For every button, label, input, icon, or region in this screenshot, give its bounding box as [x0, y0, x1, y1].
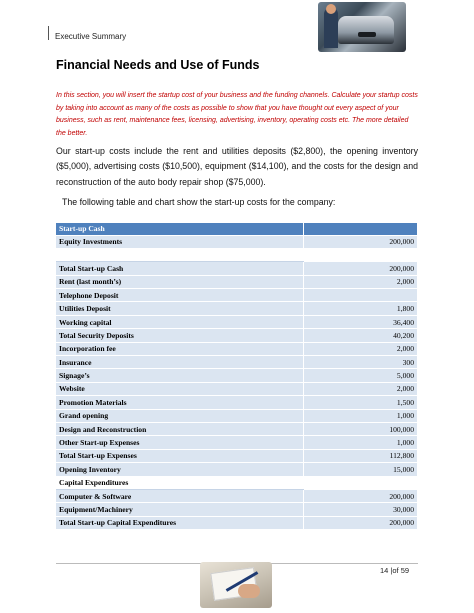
row-value	[304, 248, 418, 261]
table-row	[56, 289, 418, 302]
row-label: Equity Investments	[56, 235, 304, 248]
table-row	[56, 356, 418, 369]
table-intro: The following table and chart show the start-up costs for the company:	[62, 197, 336, 207]
row-value: 30,000	[304, 503, 418, 516]
table-row	[56, 436, 418, 449]
row-label: Capital Expenditures	[56, 476, 304, 489]
row-label: Other Start-up Expenses	[56, 436, 304, 449]
row-value: 15,000	[304, 463, 418, 476]
row-value: 200,000	[304, 262, 418, 275]
table-row	[56, 422, 418, 435]
row-value: 200,000	[304, 516, 418, 529]
table-row	[56, 262, 418, 275]
table-row	[56, 342, 418, 355]
row-label: Design and Reconstruction	[56, 422, 304, 435]
row-value: 2,000	[304, 382, 418, 395]
row-label: Rent (last month’s)	[56, 275, 304, 288]
table-row	[56, 382, 418, 395]
car-illustration	[338, 16, 394, 44]
row-label: Working capital	[56, 315, 304, 328]
row-value: 200,000	[304, 489, 418, 502]
row-value	[304, 223, 418, 235]
table-row	[56, 315, 418, 328]
footer-photo-paperwork	[200, 562, 272, 608]
row-label: Website	[56, 382, 304, 395]
startup-costs-table	[56, 223, 418, 530]
row-label: Incorporation fee	[56, 342, 304, 355]
row-label: Grand opening	[56, 409, 304, 422]
row-value: 200,000	[304, 235, 418, 248]
row-label: Promotion Materials	[56, 396, 304, 409]
car-grill	[358, 32, 376, 37]
row-label: Equipment/Machinery	[56, 503, 304, 516]
row-value: 100,000	[304, 422, 418, 435]
row-value: 2,000	[304, 275, 418, 288]
mechanic-head	[326, 4, 336, 14]
row-label: Total Security Deposits	[56, 329, 304, 342]
table-row	[56, 248, 418, 261]
row-value: 112,800	[304, 449, 418, 462]
row-value: 40,200	[304, 329, 418, 342]
running-header	[48, 26, 126, 40]
row-label: Computer & Software	[56, 489, 304, 502]
table-row	[56, 503, 418, 516]
page-number: 14 |of 59	[380, 566, 410, 575]
row-label: Start-up Cash	[56, 223, 304, 235]
table-row	[56, 463, 418, 476]
row-value: 300	[304, 356, 418, 369]
table-row	[56, 516, 418, 529]
row-value: 1,000	[304, 409, 418, 422]
table-row	[56, 223, 418, 235]
table-row	[56, 476, 418, 489]
row-value: 1,000	[304, 436, 418, 449]
row-value	[304, 289, 418, 302]
row-label	[56, 248, 304, 261]
table-row	[56, 302, 418, 315]
row-label: Utilities Deposit	[56, 302, 304, 315]
hand-illustration	[238, 584, 260, 598]
table-row	[56, 409, 418, 422]
instructions-text: In this section, you will insert the startup cost of your business and the funding channels. Calculate your startup costs by taking into account as many of the costs as possible to show that you have thought out every aspect of your business, such as rent, maintenance fees, licensing, advertising, inventory, operating costs etc. The more detailed the better.	[56, 92, 418, 137]
table-row	[56, 449, 418, 462]
table-row	[56, 369, 418, 382]
row-value: 1,800	[304, 302, 418, 315]
header-photo-auto-repair	[318, 2, 406, 52]
row-label: Signage’s	[56, 369, 304, 382]
row-value: 36,400	[304, 315, 418, 328]
row-value: 5,000	[304, 369, 418, 382]
table-row	[56, 329, 418, 342]
table-row	[56, 235, 418, 248]
row-value: 1,500	[304, 396, 418, 409]
section-name: Executive Summary	[55, 32, 127, 41]
row-value: 2,000	[304, 342, 418, 355]
table-row	[56, 396, 418, 409]
row-value	[304, 476, 418, 489]
row-label: Opening Inventory	[56, 463, 304, 476]
mechanic-illustration	[324, 8, 338, 48]
page-title: Financial Needs and Use of Funds	[56, 58, 260, 72]
row-label: Total Start-up Capital Expenditures	[56, 516, 304, 529]
row-label: Telephone Deposit	[56, 289, 304, 302]
body-paragraph: Our start-up costs include the rent and utilities deposits ($2,800), the opening inventory ($5,000), advertising costs ($10,500), equipment ($14,100), and the costs for the design and reconstruction of the auto body repair shop ($75,000).	[56, 146, 418, 187]
row-label: Total Start-up Cash	[56, 262, 304, 275]
table-row	[56, 489, 418, 502]
table-row	[56, 275, 418, 288]
row-label: Insurance	[56, 356, 304, 369]
row-label: Total Start-up Expenses	[56, 449, 304, 462]
